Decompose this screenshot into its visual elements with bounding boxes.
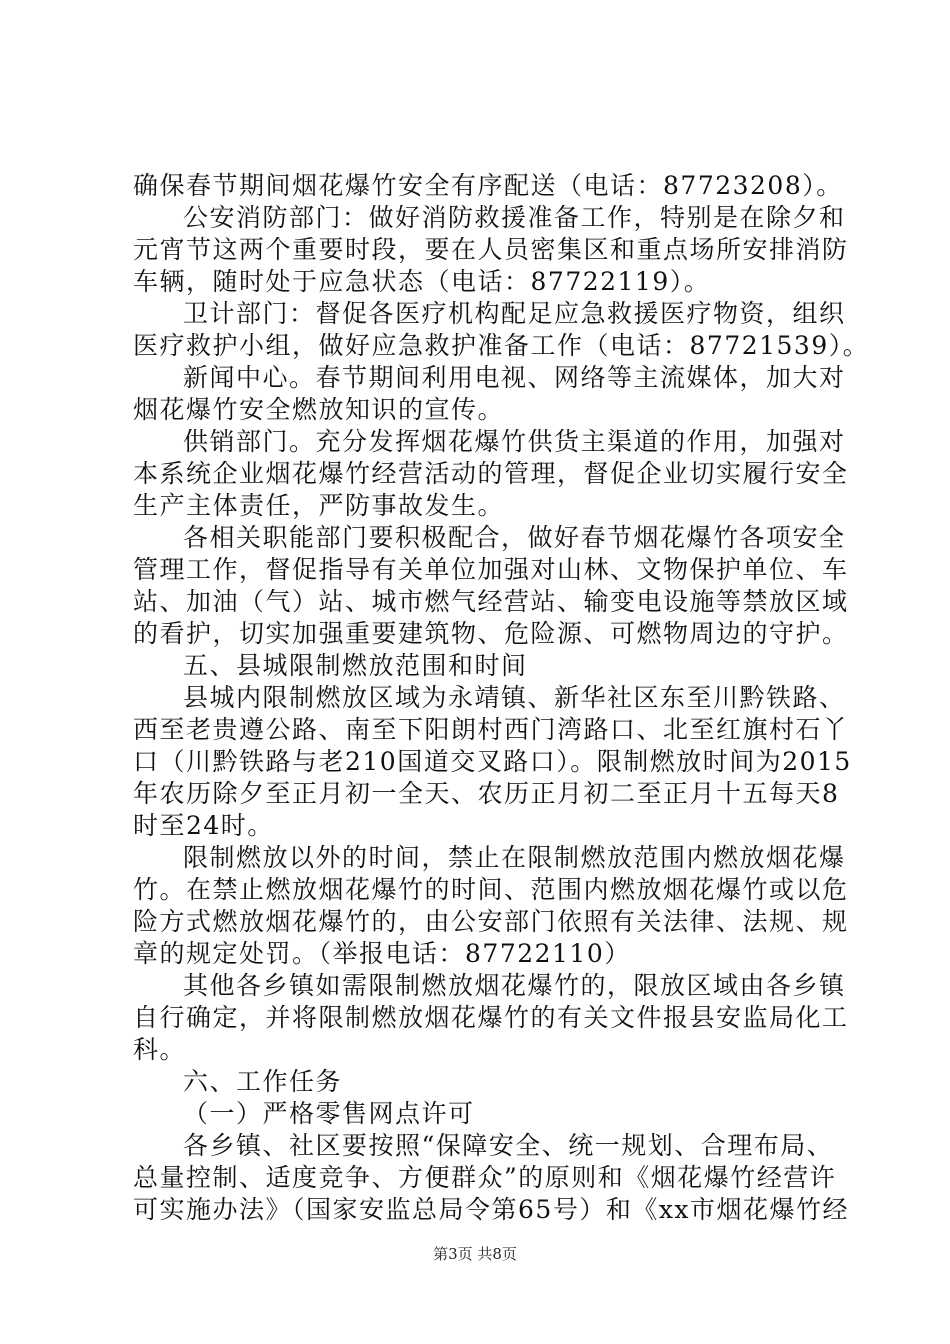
text-line: 年农历除夕至正月初一全天、农历正月初二至正月十五每天8 — [133, 779, 840, 808]
document-body — [133, 170, 870, 1226]
text-line: 五、县城限制燃放范围和时间 — [183, 651, 528, 680]
text-line: 其他各乡镇如需限制燃放烟花爆竹的，限放区域由各乡镇 — [183, 971, 846, 1000]
text-line: 可实施办法》（国家安监总局令第65号）和《xx市烟花爆竹经 — [133, 1195, 850, 1224]
text-line: 的看护，切实加强重要建筑物、危险源、可燃物周边的守护。 — [133, 619, 849, 648]
text-line: 县城内限制燃放区域为永靖镇、新华社区东至川黔铁路、 — [183, 683, 846, 712]
text-line: 西至老贵遵公路、南至下阳朗村西门湾路口、北至红旗村石丫 — [133, 715, 849, 744]
text-line: 限制燃放以外的时间，禁止在限制燃放范围内燃放烟花爆 — [183, 843, 846, 872]
text-line: 险方式燃放烟花爆竹的，由公安部门依照有关法律、法规、规 — [133, 907, 849, 936]
text-line: 各乡镇、社区要按照“保障安全、统一规划、合理布局、 — [183, 1131, 834, 1160]
text-line: （一）严格零售网点许可 — [183, 1099, 475, 1128]
text-line: 元宵节这两个重要时段，要在人员密集区和重点场所安排消防 — [133, 235, 849, 264]
text-line: 竹。在禁止燃放烟花爆竹的时间、范围内燃放烟花爆竹或以危 — [133, 875, 849, 904]
text-line: 各相关职能部门要积极配合，做好春节烟花爆竹各项安全 — [183, 523, 846, 552]
text-line: 口（川黔铁路与老210国道交叉路口）。限制燃放时间为2015 — [133, 747, 852, 776]
text-line: 确保春节期间烟花爆竹安全有序配送（电话：87723208）。 — [133, 171, 843, 200]
text-line: 医疗救护小组，做好应急救护准备工作（电话：87721539）。 — [133, 331, 870, 360]
text-line: 总量控制、适度竞争、方便群众”的原则和《烟花爆竹经营许 — [133, 1163, 837, 1192]
page-footer: 第3页 共8页 — [433, 1245, 517, 1263]
text-line: 车辆，随时处于应急状态（电话：87722119）。 — [133, 267, 711, 296]
text-line: 新闻中心。春节期间利用电视、网络等主流媒体，加大对 — [183, 363, 846, 392]
text-line: 供销部门。充分发挥烟花爆竹供货主渠道的作用，加强对 — [183, 427, 846, 456]
text-line: 本系统企业烟花爆竹经营活动的管理，督促企业切实履行安全 — [133, 459, 849, 488]
text-line: 管理工作，督促指导有关单位加强对山林、文物保护单位、车 — [133, 555, 849, 584]
text-line: 科。 — [133, 1035, 187, 1064]
text-line: 公安消防部门：做好消防救援准备工作，特别是在除夕和 — [183, 203, 846, 232]
text-line: 卫计部门：督促各医疗机构配足应急救援医疗物资，组织 — [183, 299, 846, 328]
text-line: 六、工作任务 — [183, 1067, 343, 1096]
text-line: 生产主体责任，严防事故发生。 — [133, 491, 505, 520]
text-line: 自行确定，并将限制燃放烟花爆竹的有关文件报县安监局化工 — [133, 1003, 849, 1032]
text-line: 章的规定处罚。（举报电话：87722110） — [133, 939, 631, 968]
text-line: 站、加油（气）站、城市燃气经营站、输变电设施等禁放区域 — [133, 587, 849, 616]
text-line: 烟花爆竹安全燃放知识的宣传。 — [133, 395, 505, 424]
text-line: 时至24时。 — [133, 811, 274, 840]
